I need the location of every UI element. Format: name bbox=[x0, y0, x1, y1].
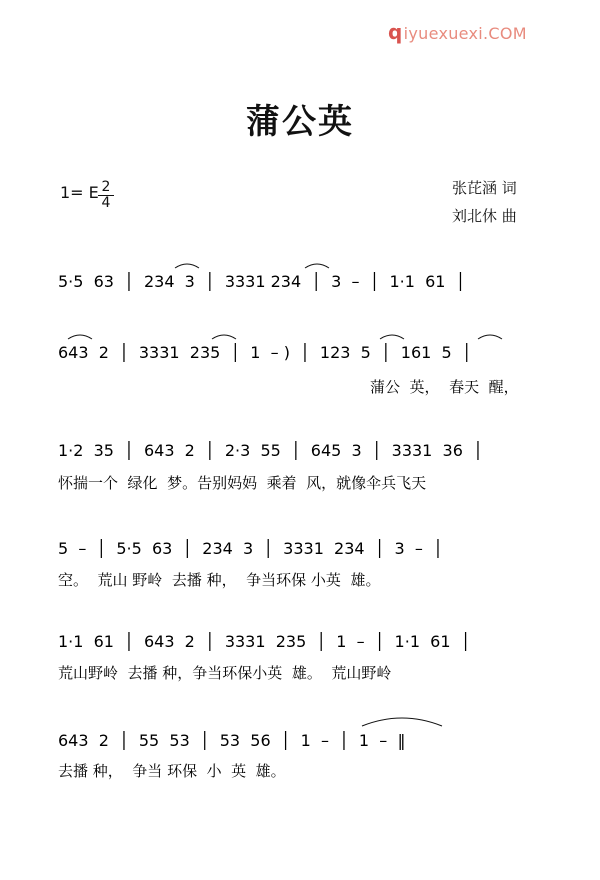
score-system-4 bbox=[58, 538, 443, 589]
score-system-5 bbox=[58, 631, 470, 682]
notation-line-3: 1·2 35 │ 643 2 │ 2·3 55 │ 645 3 │ 3331 36 │ bbox=[58, 441, 483, 460]
time-signature-bottom: 4 bbox=[101, 195, 111, 211]
lyric-line-2: 蒲公 英， 春天 醒， bbox=[370, 378, 519, 396]
slur-mark bbox=[68, 335, 92, 339]
lyric-line-6: 去播 种， 争当 环保 小 英 雄。 bbox=[58, 762, 286, 780]
notation-line-4: 5 – │ 5·5 63 │ 234 3 │ 3331 234 │ 3 – │ bbox=[58, 539, 443, 558]
watermark-initial: q bbox=[388, 20, 403, 44]
lyric-line-4: 空。 荒山 野岭 去播 种， 争当环保 小英 雄。 bbox=[58, 571, 381, 589]
score-system-3 bbox=[58, 440, 483, 492]
tie-mark bbox=[362, 718, 442, 726]
slur-mark bbox=[478, 335, 502, 339]
notation-line-1: 5·5 63 │ 234 3 │ 3331 234 │ 3 – │ 1·1 61 │ bbox=[58, 272, 466, 291]
lyricist-credit: 张芘涵 词 bbox=[452, 179, 517, 197]
score-system-1 bbox=[58, 271, 465, 291]
watermark-text: iyuexuexi.COM bbox=[403, 24, 527, 43]
slur-mark bbox=[305, 264, 329, 268]
notation-line-6: 643 2 │ 55 53 │ 53 56 │ 1 – │ 1 – ‖ bbox=[58, 731, 406, 750]
slur-mark bbox=[212, 335, 236, 339]
lyric-line-5: 荒山野岭 去播 种，争当环保小英 雄。 荒山野岭 bbox=[58, 664, 392, 682]
time-signature-top: 2 bbox=[98, 180, 114, 196]
song-title: 蒲公英 bbox=[246, 102, 354, 142]
notation-line-5: 1·1 61 │ 643 2 │ 3331 235 │ 1 – │ 1·1 61 │ bbox=[58, 632, 471, 651]
composer-credit: 刘北休 曲 bbox=[452, 207, 517, 225]
key-signature: 1= E bbox=[60, 183, 99, 202]
lyric-line-3: 怀揣一个 绿化 梦。告别妈妈 乘着 风，就像伞兵飞天 bbox=[58, 474, 427, 492]
slur-mark bbox=[380, 335, 404, 339]
score-system-2 bbox=[58, 342, 519, 396]
beam-marks bbox=[68, 264, 502, 726]
notation-line-2: 643 2 │ 3331 235 │ 1 – ) │ 123 5 │ 161 5 │ bbox=[58, 343, 472, 362]
slur-mark bbox=[175, 264, 199, 268]
score-system-6 bbox=[58, 730, 405, 780]
